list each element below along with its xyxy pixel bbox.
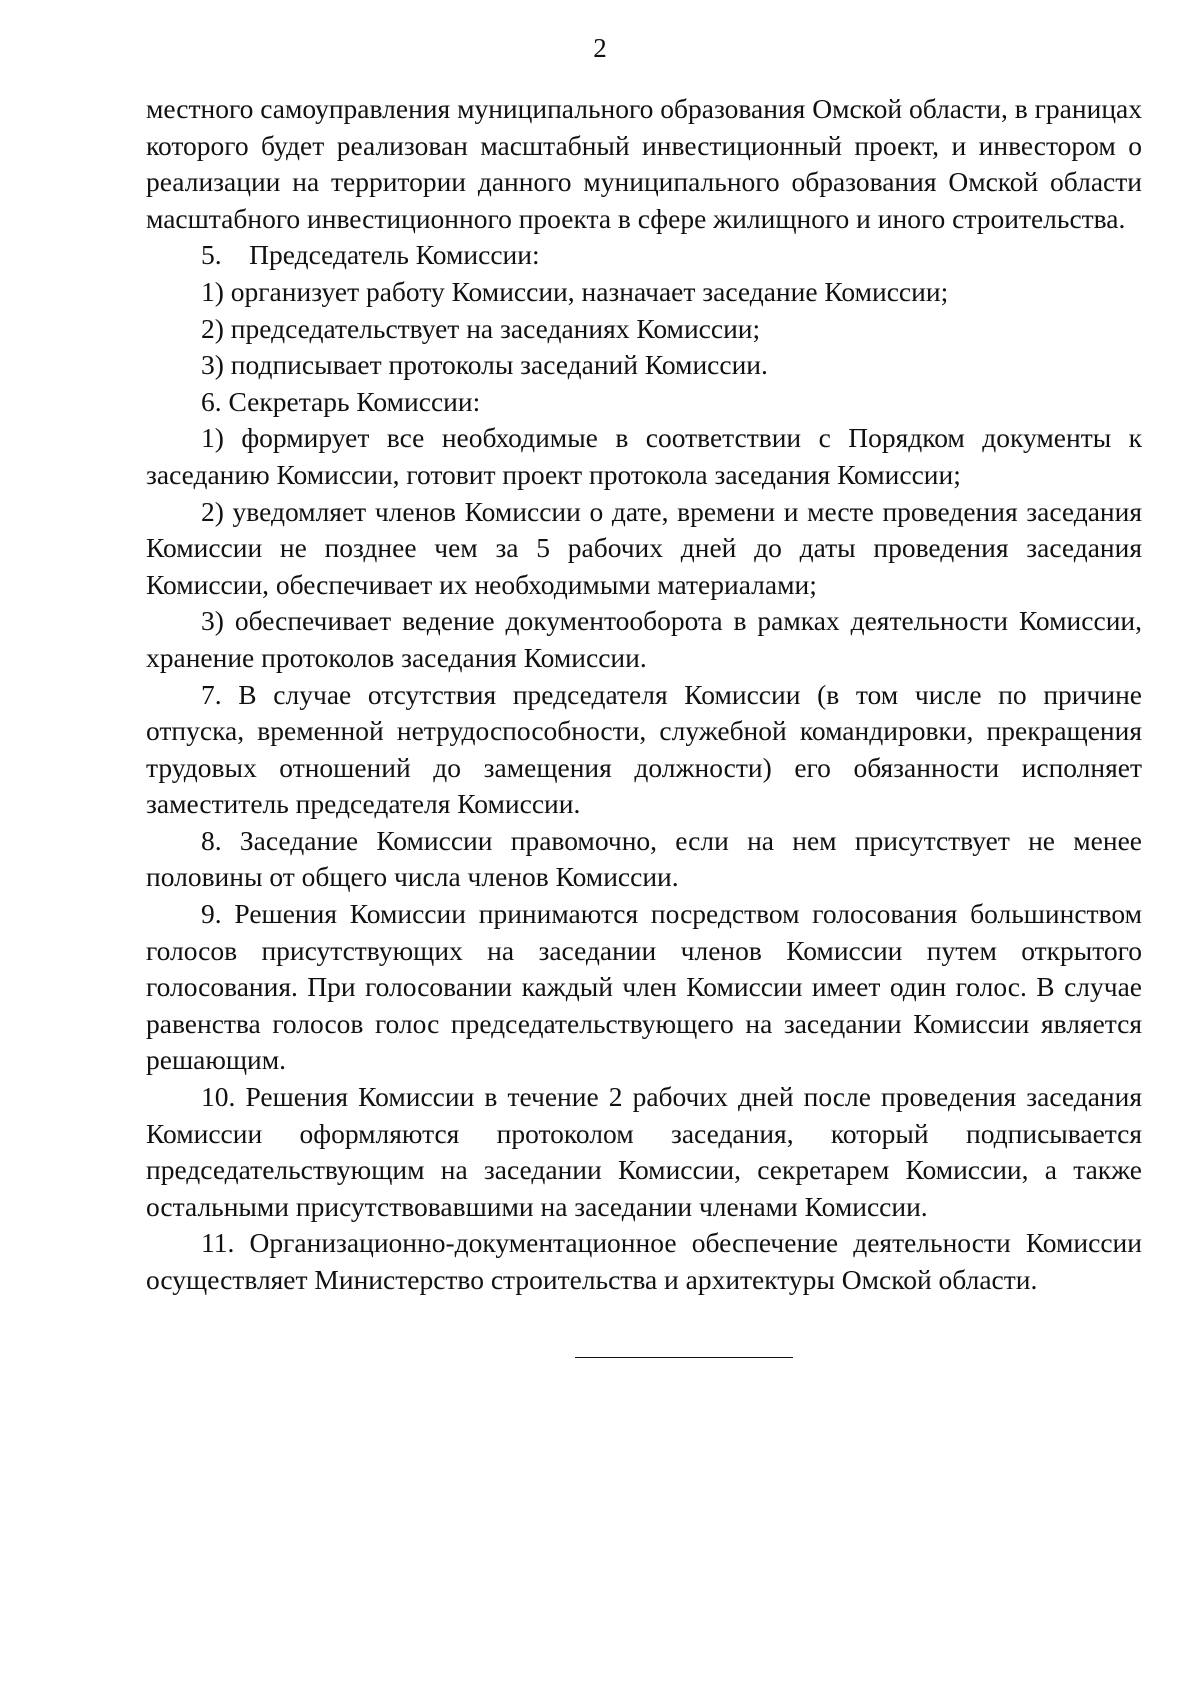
paragraph-item-11: 11. Организационно-документационное обеспечение деятельности Комиссии осуществляет Министерство строительства и архитектуры Омской области.	[146, 1227, 1142, 1295]
paragraph-item-5-1: 1) организует работу Комиссии, назначает заседание Комиссии;	[201, 275, 949, 307]
document-body	[146, 91, 1142, 1299]
paragraph-item-5-2: 2) председательствует на заседаниях Комиссии;	[201, 312, 761, 344]
paragraph-continuation: местного самоуправления муниципального образования Омской области, в границах которого будет реализован масштабный инвестиционный проект, и инвестором о реализации на территории данного муниципального образования Омской области масштабного инвестиционного проекта в сфере жилищного и иного строительства.	[146, 93, 1142, 234]
paragraph-item-10: 10. Решения Комиссии в течение 2 рабочих дней после проведения заседания Комиссии оформляются протоколом заседания, который подписывается председательствующим на заседании Комиссии, секретарем Комиссии, а также остальными присутствовавшими на заседании членами Комиссии.	[146, 1081, 1142, 1222]
paragraph-item-8: 8. Заседание Комиссии правомочно, если на нем присутствует не менее половины от общего числа членов Комиссии.	[146, 824, 1142, 893]
page-number: 2	[593, 33, 607, 63]
paragraph-item-6: 6. Секретарь Комиссии:	[201, 385, 481, 417]
paragraph-item-5: 5. Председатель Комиссии:	[201, 239, 540, 271]
paragraph-item-5-3: 3) подписывает протоколы заседаний Комиссии.	[201, 349, 768, 381]
closing-divider-line	[575, 1357, 793, 1358]
paragraph-item-7: 7. В случае отсутствия председателя Комиссии (в том числе по причине отпуска, временной нетрудоспособности, служебной командировки, прекращения трудовых отношений до замещения должности) его обязанности исполняет заместитель председателя Комиссии.	[146, 678, 1142, 820]
paragraph-item-6-2: 2) уведомляет членов Комиссии о дате, времени и месте проведения заседания Комиссии не позднее чем за 5 рабочих дней до даты проведения заседания Комиссии, обеспечивает их необходимыми материалами;	[146, 495, 1142, 600]
paragraph-item-6-1: 1) формирует все необходимые в соответствии с Порядком документы к заседанию Комиссии, готовит проект протокола заседания Комиссии;	[146, 422, 1142, 490]
paragraph-item-9: 9. Решения Комиссии принимаются посредством голосования большинством голосов присутствующих на заседании членов Комиссии путем открытого голосования. При голосовании каждый член Комиссии имеет один голос. В случае равенства голосов голос председательствующего на заседании Комиссии является решающим.	[146, 898, 1142, 1076]
paragraph-item-6-3: 3) обеспечивает ведение документооборота в рамках деятельности Комиссии, хранение протоколов заседания Комиссии.	[146, 605, 1142, 673]
